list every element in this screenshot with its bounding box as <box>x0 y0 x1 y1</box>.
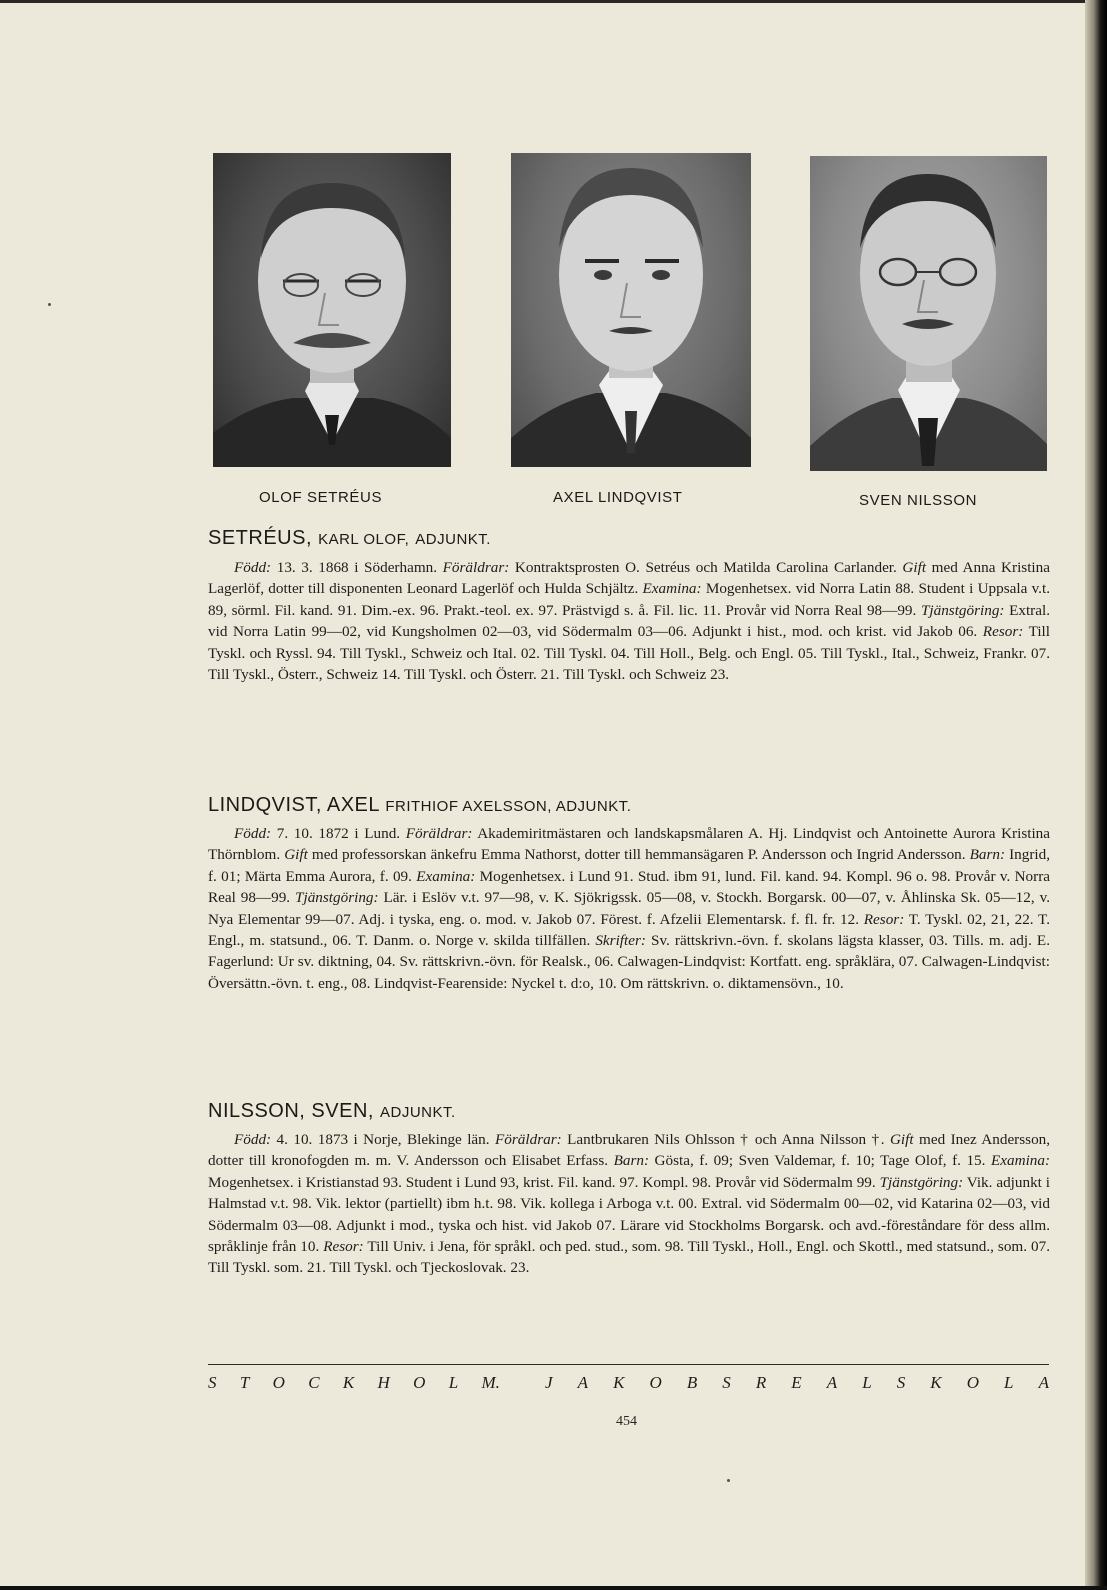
field-label: Föräldrar: <box>405 825 473 842</box>
paper-speck <box>48 303 51 306</box>
field-text: Akademiritmästaren och landskapsmålaren A. Hj. Lindqvist och Antoinette Aurora Kristina Thörnblom. <box>208 825 1051 864</box>
field-label: Gift <box>284 846 308 864</box>
field-label: Föräldrar: <box>495 1131 562 1148</box>
portrait-photo-axel-lindqvist <box>511 153 751 467</box>
footer-letter: O <box>413 1373 426 1392</box>
page-edge <box>1085 0 1107 1590</box>
page-number: 454 <box>616 1414 637 1429</box>
entry-title: ADJUNKT. <box>415 531 491 548</box>
field-text: Vik. adjunkt i Halmstad v.t. 98. Vik. lektor (partiellt) ibm h.t. 98. Vik. kollega i Arboga v.t. 00. Extral. vid Södermalm 00—02, vid Katarina 02—03, vid Södermalm 03—08. Adjunkt i mod., tyska och hist. vid Jakob 07. Lärare vid Stockholms Borgarsk. och avd.-föreståndare för dess allm. språklinje från 10. <box>208 1173 1051 1256</box>
footer-rule <box>208 1364 1049 1365</box>
footer-letter: O <box>649 1373 662 1392</box>
entry-given-names: AXEL <box>326 794 380 816</box>
field-text: Sv. rättskrivn.-övn. f. skolans lägsta klasser, 03. Tills. m. adj. E. Fagerlund: Ur sv. diktning, 04. Sv. rättskrivn.-övn. för Realsk., 06. Calwagen-Lindqvist: Kortfatt. eng. språklära, 07. Calwagen-Lindqvist: Översättn.-övn. t. eng., 08. Lindqvist-Fearenside: Nyckel t. d:o, 10. Om rättskrivn. o. diktamensövn., 10. <box>208 932 1050 992</box>
field-label: Gift <box>889 1131 914 1148</box>
portrait-illustration <box>213 153 451 467</box>
field-label: Född: <box>234 825 272 842</box>
field-text: Lär. i Eslöv v.t. 97—98, v. K. Sjökrigssk. 05—08, v. Stockh. Borgarsk. 00—07, v. Åhlinska Sk. 05—12, v. Nya Elementar 99—07. Adj. i tyska, eng. o. mod. v. Jakob 07. Förest. f. Afzelii Elementarsk. f. fl. fr. 12. <box>208 889 1050 928</box>
field-label: Tjänstgöring: <box>920 601 1005 619</box>
field-label: Skrifter: <box>595 932 646 950</box>
photo-caption: OLOF SETRÉUS <box>259 489 383 506</box>
field-text: 4. 10. 1873 i Norje, Blekinge län. <box>276 1131 490 1148</box>
field-text: Gösta, f. 09; Sven Valdemar, f. 10; Tage Olof, f. 15. <box>654 1152 986 1170</box>
field-label: Resor: <box>863 910 905 928</box>
entry-biography <box>208 557 1050 685</box>
field-text: 7. 10. 1872 i Lund. <box>276 825 401 842</box>
portrait-photo-sven-nilsson <box>810 156 1047 471</box>
entry-biography <box>208 823 1050 994</box>
footer-letter: S <box>208 1373 217 1392</box>
paper-speck <box>727 1479 730 1482</box>
field-label: Resor: <box>323 1238 364 1256</box>
footer-letter: J <box>545 1373 553 1392</box>
field-text: med professorskan änkefru Emma Nathorst, dotter till hemmansägaren P. Andersson och Ingrid Andersson. <box>311 846 966 864</box>
portrait-photo-olof-setreus <box>213 153 451 467</box>
field-text: T. Tyskl. 02, 21, 22. T. Engl., m. statsund., 06. T. Danm. o. Norge v. skilda tillfällen. <box>208 910 1050 950</box>
footer-letter: B <box>686 1373 698 1392</box>
field-label: Barn: <box>613 1152 650 1170</box>
entry-biography <box>208 1129 1050 1279</box>
entry-given-names: KARL OLOF, <box>318 531 410 548</box>
running-footer <box>208 1373 1049 1395</box>
footer-letter: H <box>377 1373 390 1392</box>
entry-heading <box>208 794 631 817</box>
footer-letter: C <box>308 1373 320 1392</box>
field-text: Mogenhetsex. i Kristianstad 93. Student i Lund 93, krist. Fil. kand. 97. Kompl. 98. Provår vid Södermalm 99. <box>208 1173 876 1191</box>
portrait-illustration <box>511 153 751 467</box>
footer-letter: L <box>448 1373 459 1392</box>
entry-surname: LINDQVIST, <box>208 794 322 816</box>
footer-school <box>545 1373 1049 1393</box>
footer-letter: A <box>1038 1373 1049 1392</box>
footer-letter: R <box>755 1373 767 1392</box>
footer-letter: L <box>862 1373 872 1392</box>
photo-caption: AXEL LINDQVIST <box>553 489 683 506</box>
field-text: Till Tyskl. och Ryssl. 94. Till Tyskl., Schweiz och Ital. 02. Till Tyskl. 04. Till Holl., Belg. och Engl. 05. Till Tyskl., Ital., Schweiz, Frankr. 07. Till Tyskl., Österr., Schweiz 14. Till Tyskl. och Österr. 21. Till Tyskl. och Schweiz 23. <box>208 623 1050 684</box>
field-label: Examina: <box>416 867 476 885</box>
field-label: Tjänstgöring: <box>879 1173 964 1191</box>
field-label: Född: <box>234 1131 272 1148</box>
footer-letter: K <box>342 1373 355 1392</box>
footer-letter: M. <box>481 1373 500 1392</box>
field-text: med Anna Kristina Lagerlöf, dotter till disponenten Leonard Lagerlöf och Hulda Schjältz. <box>208 559 1050 598</box>
field-label: Resor: <box>982 623 1024 641</box>
page-edge <box>0 1586 1107 1590</box>
footer-letter: O <box>966 1373 979 1392</box>
footer-letter: K <box>613 1373 625 1392</box>
footer-letter: T <box>239 1373 250 1392</box>
footer-letter: E <box>791 1373 802 1392</box>
footer-letter: A <box>826 1373 838 1392</box>
entry-heading <box>208 1100 456 1123</box>
field-text: Till Univ. i Jena, för språkl. och ped. stud., som. 98. Till Tyskl., Holl., Engl. och Skottl., med statsund., som. 07. Till Tyskl. som. 21. Till Tyskl. och Tjeckoslovak. 23. <box>208 1238 1050 1277</box>
field-label: Examina: <box>642 580 702 598</box>
field-text: Ingrid, f. 01; Märta Emma Aurora, f. 09. <box>208 846 1051 885</box>
field-label: Gift <box>902 559 927 576</box>
entry-title: ADJUNKT. <box>380 1104 456 1121</box>
footer-city <box>208 1373 500 1393</box>
field-text: Mogenhetsex. i Lund 91. Stud. ibm 91, lund. Fil. kand. 94. Kompl. 96 o. 98. Provår v. Norra Real 98—99. <box>208 867 1051 907</box>
field-label: Barn: <box>969 846 1006 864</box>
footer-letter: O <box>272 1373 285 1392</box>
field-text: Extral. vid Norra Latin 99—02, vid Kungsholmen 02—03, vid Södermalm 03—06. Adjunkt i hist., mod. och krist. vid Jakob 06. <box>208 601 1050 641</box>
field-label: Examina: <box>990 1152 1051 1170</box>
footer-letter: L <box>1004 1373 1014 1392</box>
portrait-illustration <box>810 156 1047 471</box>
field-text: 13. 3. 1868 i Söderhamn. <box>276 559 438 576</box>
photo-caption: SVEN NILSSON <box>859 492 978 509</box>
footer-letter: K <box>930 1373 942 1392</box>
field-label: Född: <box>234 559 272 576</box>
field-label: Tjänstgöring: <box>295 889 379 907</box>
footer-letter: A <box>577 1373 588 1392</box>
field-text: Mogenhetsex. vid Norra Latin 88. Student i Uppsala v.t. 89, sörml. Fil. kand. 91. Dim.-ex. 96. Prakt.-teol. ex. 97. Prästvigd s. å. Fil. lic. 11. Provår vid Norra Real 98—99. <box>208 580 1050 619</box>
field-text: Lantbrukaren Nils Ohlsson † och Anna Nilsson †. <box>567 1131 885 1148</box>
field-text: Kontraktsprosten O. Setréus och Matilda Carolina Carlander. <box>514 559 897 576</box>
field-text: med Inez Andersson, dotter till kronofogden m. m. V. Andersson och Elisabet Erfass. <box>208 1131 1051 1170</box>
entry-surname: NILSSON, <box>208 1100 306 1122</box>
entry-title: FRITHIOF AXELSSON, ADJUNKT. <box>385 798 632 815</box>
footer-letter: S <box>722 1373 731 1392</box>
field-label: Föräldrar: <box>442 559 510 576</box>
entry-surname: SETRÉUS, <box>208 527 313 549</box>
entry-given-names: SVEN, <box>311 1100 374 1122</box>
footer-letter: S <box>896 1373 906 1392</box>
entry-heading <box>208 527 491 550</box>
